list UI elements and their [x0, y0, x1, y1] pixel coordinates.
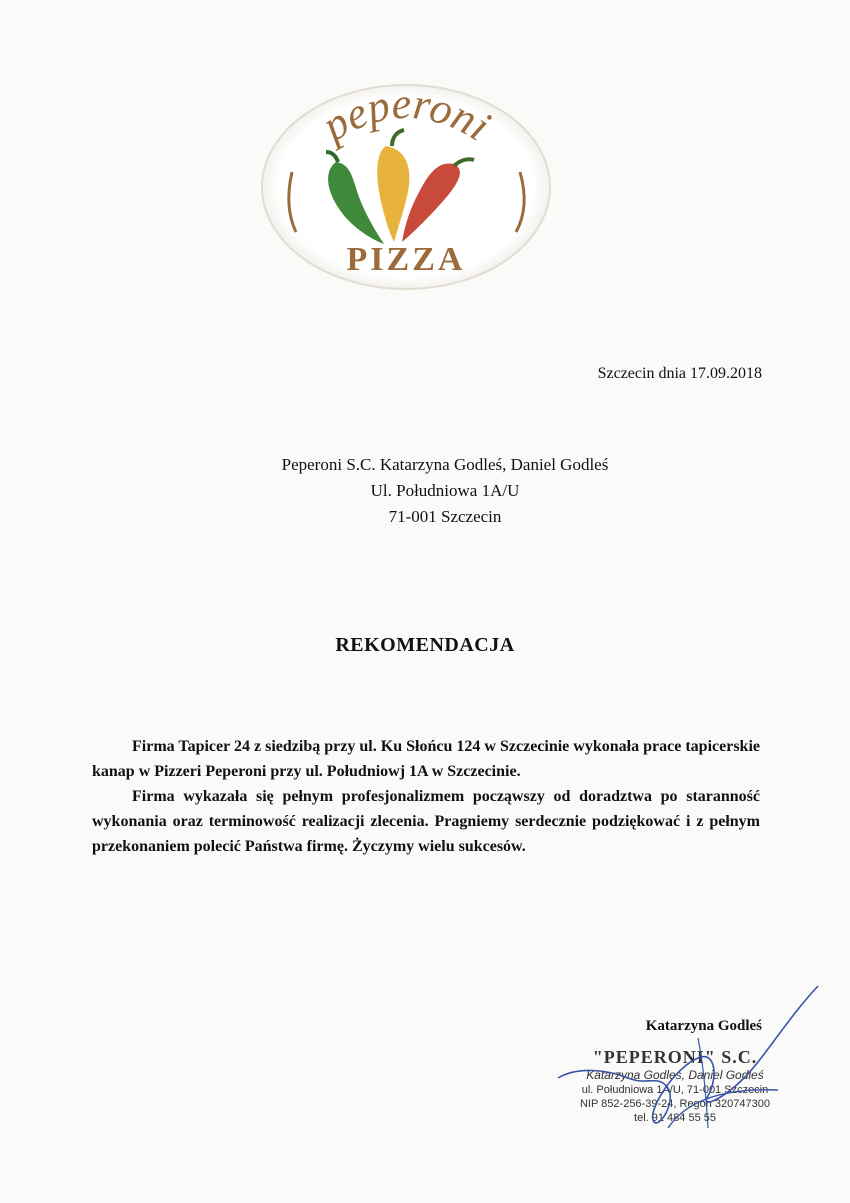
stamp-company: "PEPERONI" S.C. [592, 1047, 758, 1067]
address-line-1: Peperoni S.C. Katarzyna Godleś, Daniel Godleś [281, 455, 609, 474]
letter-body [92, 734, 760, 859]
letter-heading: REKOMENDACJA [335, 634, 515, 656]
stamp-nip: NIP 852-256-39-24, Regon 320747300 [579, 1098, 770, 1110]
address-line-2: Ul. Południowa 1A/U [370, 481, 520, 500]
peperoni-pizza-logo [258, 82, 554, 292]
signatory-name: Katarzyna Godleś [645, 1018, 762, 1034]
body-paragraph-1: Firma Tapicer 24 z siedzibą przy ul. Ku Słońcu 124 w Szczecinie wykonała prace tapicerskie kanap w Pizzeri Peperoni przy ul. Południowj 1A w Szczecinie. [92, 738, 760, 780]
stamp-owners: Katarzyna Godleś, Daniel Godleś [586, 1068, 764, 1082]
body-paragraph-2: Firma wykazała się pełnym profesjonalizmem począwszy od doradztwa po staranność wykonania oraz terminowość realizacji zlecenia. Pragniemy serdecznie podziękować i z pełnym przekonaniem polecić Państwa firmę. Życzymy wielu sukcesów. [92, 788, 760, 855]
logo-bottom-text: PIZZA [346, 241, 466, 278]
letter-date: Szczecin dnia 17.09.2018 [597, 365, 762, 382]
address-line-3: 71-001 Szczecin [388, 507, 502, 526]
company-stamp [560, 1046, 790, 1125]
logo-graphic [258, 82, 554, 292]
stamp-tel: tel. 91 484 55 55 [634, 1112, 716, 1124]
recipient-address [0, 452, 850, 530]
logo-top-text: peperoni [313, 82, 499, 151]
stamp-address: ul. Południowa 1A/U, 71-001 Szczecin [581, 1084, 769, 1096]
